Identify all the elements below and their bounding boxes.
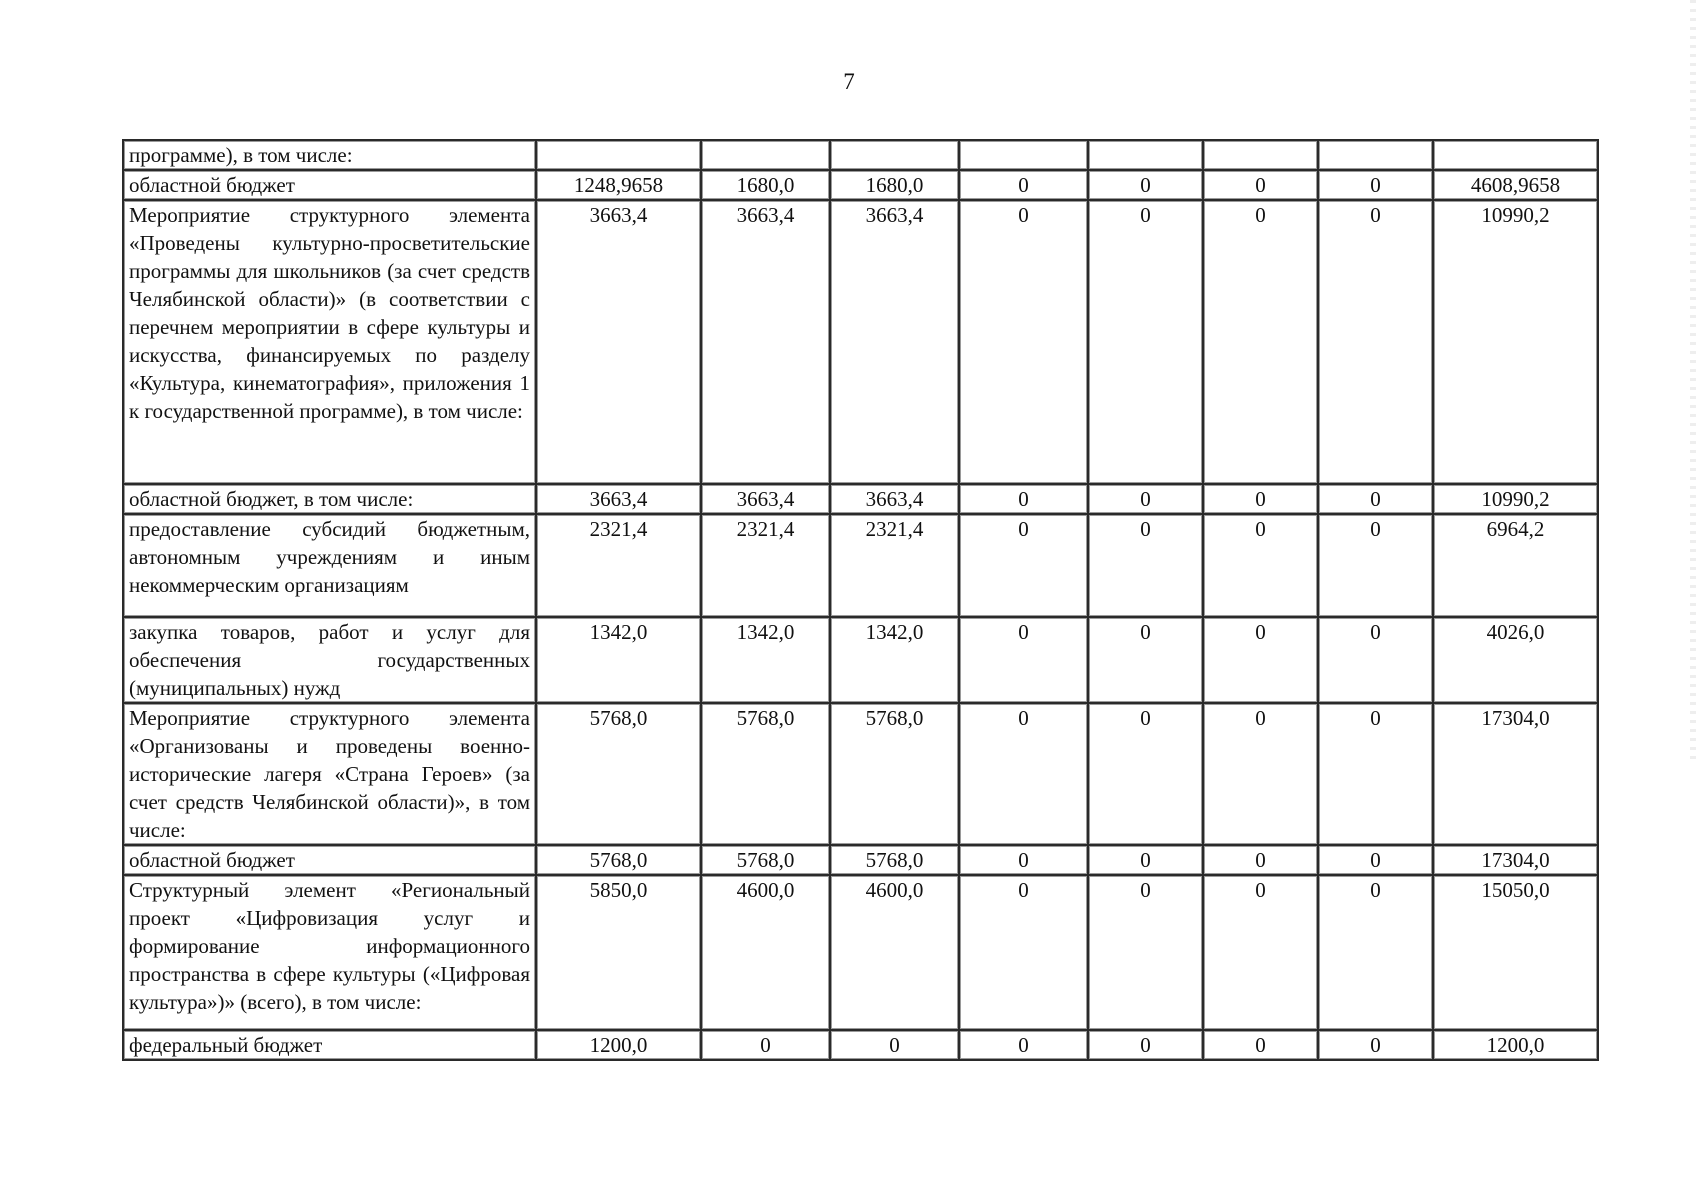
value-cell: 10990,2: [1433, 200, 1598, 484]
value-cell: 3663,4: [830, 484, 959, 514]
value-cell: 3663,4: [830, 200, 959, 484]
value-cell: 0: [1088, 1030, 1203, 1060]
value-cell: [1433, 140, 1598, 170]
value-cell: 15050,0: [1433, 875, 1598, 1030]
value-cell: 5768,0: [701, 845, 830, 875]
value-cell: 5768,0: [536, 845, 701, 875]
value-cell: 0: [1318, 514, 1433, 617]
value-cell: 0: [1088, 170, 1203, 200]
value-cell: [536, 140, 701, 170]
table-row: [123, 140, 1598, 170]
value-cell: 0: [1088, 845, 1203, 875]
value-cell: [830, 140, 959, 170]
table-row: [123, 1030, 1598, 1060]
value-cell: 0: [959, 170, 1088, 200]
value-cell: 0: [1088, 200, 1203, 484]
value-cell: 0: [959, 200, 1088, 484]
row-label-cell: областной бюджет: [123, 845, 536, 875]
value-cell: 0: [1318, 170, 1433, 200]
row-label-cell: Мероприятие структурного элемента «Проведены культурно-просветительские программы для школьников (за счет средств Челябинской области)» (в соответствии с перечнем мероприятии в сфере культуры и искусства, финансируемых по разделу «Культура, кинематография», приложения 1 к государственной программе), в том числе:: [123, 200, 536, 484]
value-cell: 0: [1203, 617, 1318, 703]
value-cell: 0: [1203, 875, 1318, 1030]
value-cell: 0: [1088, 703, 1203, 845]
row-label-cell: программе), в том числе:: [123, 140, 536, 170]
table-row: [123, 703, 1598, 845]
value-cell: 2321,4: [830, 514, 959, 617]
value-cell: 0: [959, 703, 1088, 845]
value-cell: [1088, 140, 1203, 170]
value-cell: 5850,0: [536, 875, 701, 1030]
table-row: [123, 514, 1598, 617]
value-cell: 5768,0: [830, 703, 959, 845]
value-cell: 4026,0: [1433, 617, 1598, 703]
value-cell: 4608,9658: [1433, 170, 1598, 200]
row-label-cell: предоставление субсидий бюджетным, автономным учреждениям и иным некоммерческим организациям: [123, 514, 536, 617]
value-cell: 0: [959, 617, 1088, 703]
value-cell: [959, 140, 1088, 170]
value-cell: 0: [1203, 170, 1318, 200]
value-cell: 0: [1318, 703, 1433, 845]
value-cell: 2321,4: [536, 514, 701, 617]
value-cell: 1200,0: [1433, 1030, 1598, 1060]
table-row: [123, 845, 1598, 875]
value-cell: 0: [959, 845, 1088, 875]
value-cell: 0: [1318, 484, 1433, 514]
value-cell: 0: [1318, 200, 1433, 484]
value-cell: 0: [1088, 514, 1203, 617]
value-cell: 17304,0: [1433, 703, 1598, 845]
scan-edge-artifact: [1690, 0, 1696, 760]
value-cell: 0: [1203, 514, 1318, 617]
value-cell: 5768,0: [536, 703, 701, 845]
value-cell: [1318, 140, 1433, 170]
value-cell: 0: [830, 1030, 959, 1060]
row-label-cell: Структурный элемент «Региональный проект «Цифровизация услуг и формирование информационного пространства в сфере культуры («Цифровая культура»)» (всего), в том числе:: [123, 875, 536, 1030]
value-cell: 0: [959, 875, 1088, 1030]
value-cell: 4600,0: [701, 875, 830, 1030]
value-cell: 5768,0: [701, 703, 830, 845]
value-cell: 0: [1318, 845, 1433, 875]
value-cell: [701, 140, 830, 170]
value-cell: 3663,4: [536, 484, 701, 514]
table-row: [123, 170, 1598, 200]
row-label-cell: закупка товаров, работ и услуг для обеспечения государственных (муниципальных) нужд: [123, 617, 536, 703]
budget-table: [122, 139, 1599, 1061]
value-cell: 10990,2: [1433, 484, 1598, 514]
table-row: [123, 484, 1598, 514]
value-cell: 0: [1088, 875, 1203, 1030]
value-cell: 0: [959, 1030, 1088, 1060]
value-cell: 1342,0: [830, 617, 959, 703]
value-cell: 3663,4: [701, 200, 830, 484]
value-cell: 0: [1203, 484, 1318, 514]
value-cell: 5768,0: [830, 845, 959, 875]
value-cell: 0: [701, 1030, 830, 1060]
value-cell: 2321,4: [701, 514, 830, 617]
value-cell: 1342,0: [536, 617, 701, 703]
value-cell: 3663,4: [701, 484, 830, 514]
page-number: 7: [843, 69, 855, 94]
value-cell: [1203, 140, 1318, 170]
value-cell: 0: [1318, 617, 1433, 703]
value-cell: 0: [1203, 200, 1318, 484]
row-label-cell: областной бюджет, в том числе:: [123, 484, 536, 514]
row-label-cell: Мероприятие структурного элемента «Организованы и проведены военно-исторические лагеря «Страна Героев» (за счет средств Челябинской области)», в том числе:: [123, 703, 536, 845]
value-cell: 0: [1203, 703, 1318, 845]
value-cell: 17304,0: [1433, 845, 1598, 875]
value-cell: 1248,9658: [536, 170, 701, 200]
value-cell: 0: [1088, 617, 1203, 703]
value-cell: 0: [1203, 845, 1318, 875]
value-cell: 6964,2: [1433, 514, 1598, 617]
value-cell: 0: [959, 514, 1088, 617]
value-cell: 0: [1318, 875, 1433, 1030]
value-cell: 0: [1203, 1030, 1318, 1060]
table-row: [123, 617, 1598, 703]
value-cell: 0: [1088, 484, 1203, 514]
value-cell: 0: [959, 484, 1088, 514]
value-cell: 1680,0: [830, 170, 959, 200]
row-label-cell: областной бюджет: [123, 170, 536, 200]
table-row: [123, 200, 1598, 484]
value-cell: 3663,4: [536, 200, 701, 484]
value-cell: 0: [1318, 1030, 1433, 1060]
value-cell: 1200,0: [536, 1030, 701, 1060]
value-cell: 1680,0: [701, 170, 830, 200]
row-label-cell: федеральный бюджет: [123, 1030, 536, 1060]
budget-table-body: [123, 140, 1598, 1060]
value-cell: 1342,0: [701, 617, 830, 703]
table-row: [123, 875, 1598, 1030]
value-cell: 4600,0: [830, 875, 959, 1030]
